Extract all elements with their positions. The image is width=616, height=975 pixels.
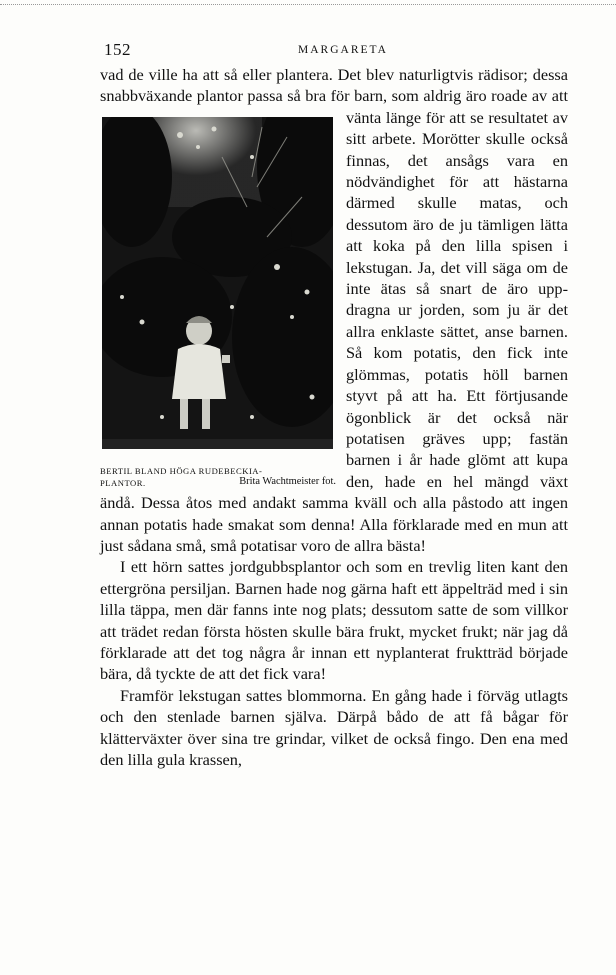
paragraph-2: I ett hörn sattes jordgubbsplantor och som en trevlig liten kant den ettergröna persiljan. Barnen hade nog gärna haft ett äppelträd med i sin lilla täppa, men där fanns inte nog plats; dessutom satte de som villkor att trädet redan första hösten skulle bära frukt, mycket frukt; när jag då förklarade att det tog några år innan ett nyplanterat fruktträd började bära, då tyckte de att det fick vara! bbox=[100, 557, 568, 684]
page-number: 152 bbox=[104, 40, 131, 59]
page-body bbox=[100, 64, 568, 770]
photo-child-among-rudbeckia bbox=[102, 117, 333, 449]
top-rule bbox=[0, 4, 616, 5]
paragraph-1-text: tatet av sitt arbete. Morötter skulle också finnas, det ansågs vara en nödvändighet för att hästarna därmed skulle matas, och dessutom äro de ju tämligen lätta att koka på den lilla spisen i lekstugan. Ja, det vill säga om de inte ätas så snart de äro uppdragna ur jorden, som ju är det allra enklaste sättet, anse barnen. Så kom potatis, den fick inte glömmas, potatis höll barnen styvt på att ha. Ett förtjusande ögonblick är det också när potatisen gräves upp; fastän barnen i år hade glömt att kupa den, hade en hel mängd växt ändå. Dessa åtos med andakt samma kväll och alla påstodo att ingen annan potatis hade smakat som denna! Alla förklarade med en mun att just sådana små, små potatisar voro de allra bästa! bbox=[100, 107, 568, 555]
caption-line-1: BERTIL BLAND HÖGA RUDEBECKIA- bbox=[100, 465, 263, 476]
paragraph-1 bbox=[100, 64, 568, 556]
running-head: MARGARETA bbox=[298, 44, 388, 56]
caption-line-2: PLANTOR. bbox=[100, 477, 146, 488]
paragraph-1-start: vad de ville ha att så eller plantera. Det blev naturligtvis rädisor; dessa snabbväxande plantor passa så bra för barn, som aldrig äro roade av att vänta länge för att se resul bbox=[100, 65, 568, 127]
figure bbox=[100, 117, 336, 489]
photo-credit: Brita Wachtmeister fot. bbox=[239, 475, 336, 487]
figure-caption bbox=[100, 465, 336, 489]
paragraph-3: Framför lekstugan sattes blommorna. En gång hade i förväg utlagts och den stenlade barnen själva. Därpå bådo de att få bågar för klätterväxter över sina tre grindar, vilket de också fingo. Den ena med den lilla gula krassen, bbox=[100, 685, 568, 769]
